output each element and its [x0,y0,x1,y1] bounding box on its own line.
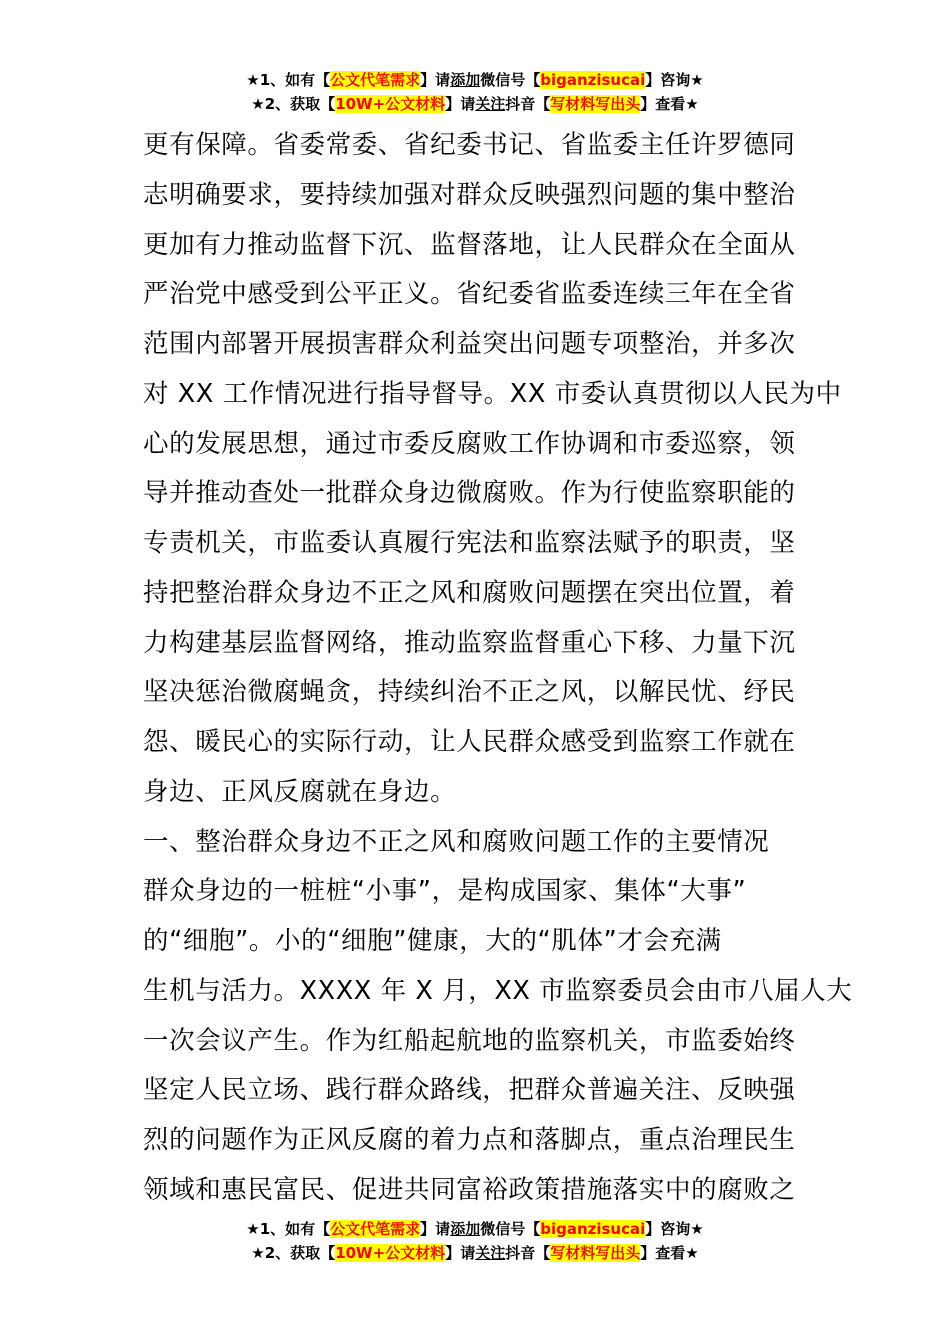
body-line: 导并推动查处一批群众身边微腐败。作为行使监察职能的 [143,478,796,509]
banner-text: 】请 [420,1220,451,1238]
banner-highlight: biganzisucai [540,71,646,89]
banner-text: 】咨询★ [645,1220,704,1238]
banner-underline: 添加 [450,1220,481,1238]
banner-text: 】查看★ [640,95,699,113]
body-line: 专责机关，市监委认真履行宪法和监察法赋予的职责，坚 [143,528,796,558]
banner-underline: 关注 [475,95,506,113]
banner-highlight: 10W+公文材料 [335,1244,446,1262]
banner-underline: 添加 [450,71,481,89]
body-line: 坚决惩治微腐蝇贪，持续纠治不正之风，以解民忧、纾民 [143,677,796,708]
body-line: 更有保障。省委常委、省纪委书记、省监委主任许罗德同 [143,130,796,160]
banner-text: ★2、获取【 [251,1244,336,1262]
banner-text: 抖音【 [505,1244,551,1262]
banner-line-2 [0,1241,950,1265]
body-line: 对 XX 工作情况进行指导督导。XX 市委认真贯彻以人民为中 [143,378,842,409]
banner-highlight: 写材料写出头 [550,1244,641,1262]
banner-line-2 [0,92,950,116]
banner-underline: 关注 [475,1244,506,1262]
body-line: 生机与活力。XXXX 年 X 月，XX 市监察委员会由市八届人大 [143,975,853,1006]
body-line: 一、整治群众身边不正之风和腐败问题工作的主要情况 [143,826,770,857]
body-line: 持把整治群众身边不正之风和腐败问题摆在突出位置，着 [143,577,796,608]
banner-highlight: 10W+公文材料 [335,95,446,113]
banner-text: 】请 [445,1244,476,1262]
body-line: 身边、正风反腐就在身边。 [143,776,457,807]
body-line: 心的发展思想，通过市委反腐败工作协调和市委巡察，领 [143,428,796,459]
banner-highlight: 公文代笔需求 [330,71,421,89]
banner-text: 】查看★ [640,1244,699,1262]
body-line: 烈的问题作为正风反腐的着力点和落脚点，重点治理民生 [143,1125,796,1155]
banner-text: ★1、如有【 [246,71,331,89]
banner-text: 】请 [420,71,451,89]
banner-highlight: 公文代笔需求 [330,1220,421,1238]
banner-text: 抖音【 [505,95,551,113]
body-line: 的“细胞”。小的“细胞”健康，大的“肌体”才会充满 [143,926,722,956]
document-body [143,121,853,1216]
body-line: 群众身边的一桩桩“小事”，是构成国家、集体“大事” [143,876,747,907]
banner-highlight: 写材料写出头 [550,95,641,113]
body-line: 怨、暖民心的实际行动，让人民群众感受到监察工作就在 [143,727,796,757]
body-line: 志明确要求，要持续加强对群众反映强烈问题的集中整治 [143,179,796,210]
body-line: 力构建基层监督网络，推动监察监督重心下移、力量下沉 [143,627,796,658]
banner-highlight: biganzisucai [540,1220,646,1238]
banner-text: ★1、如有【 [246,1220,331,1238]
banner-text: 微信号【 [480,1220,541,1238]
banner-text: ★2、获取【 [251,95,336,113]
body-line: 更加有力推动监督下沉、监督落地，让人民群众在全面从 [143,229,796,260]
banner-text: 微信号【 [480,71,541,89]
body-line: 严治党中感受到公平正义。省纪委省监委连续三年在全省 [143,279,796,310]
body-line: 一次会议产生。作为红船起航地的监察机关，市监委始终 [143,1025,796,1056]
body-line: 坚定人民立场、践行群众路线，把群众普遍关注、反映强 [143,1075,796,1106]
footer-banner [0,1217,950,1265]
banner-text: 】请 [445,95,476,113]
banner-text: 】咨询★ [645,71,704,89]
body-line: 领域和惠民富民、促进共同富裕政策措施落实中的腐败之 [143,1174,796,1205]
banner-line-1 [0,68,950,92]
banner-line-1 [0,1217,950,1241]
body-line: 范围内部署开展损害群众利益突出问题专项整治，并多次 [143,329,796,359]
header-banner [0,68,950,116]
